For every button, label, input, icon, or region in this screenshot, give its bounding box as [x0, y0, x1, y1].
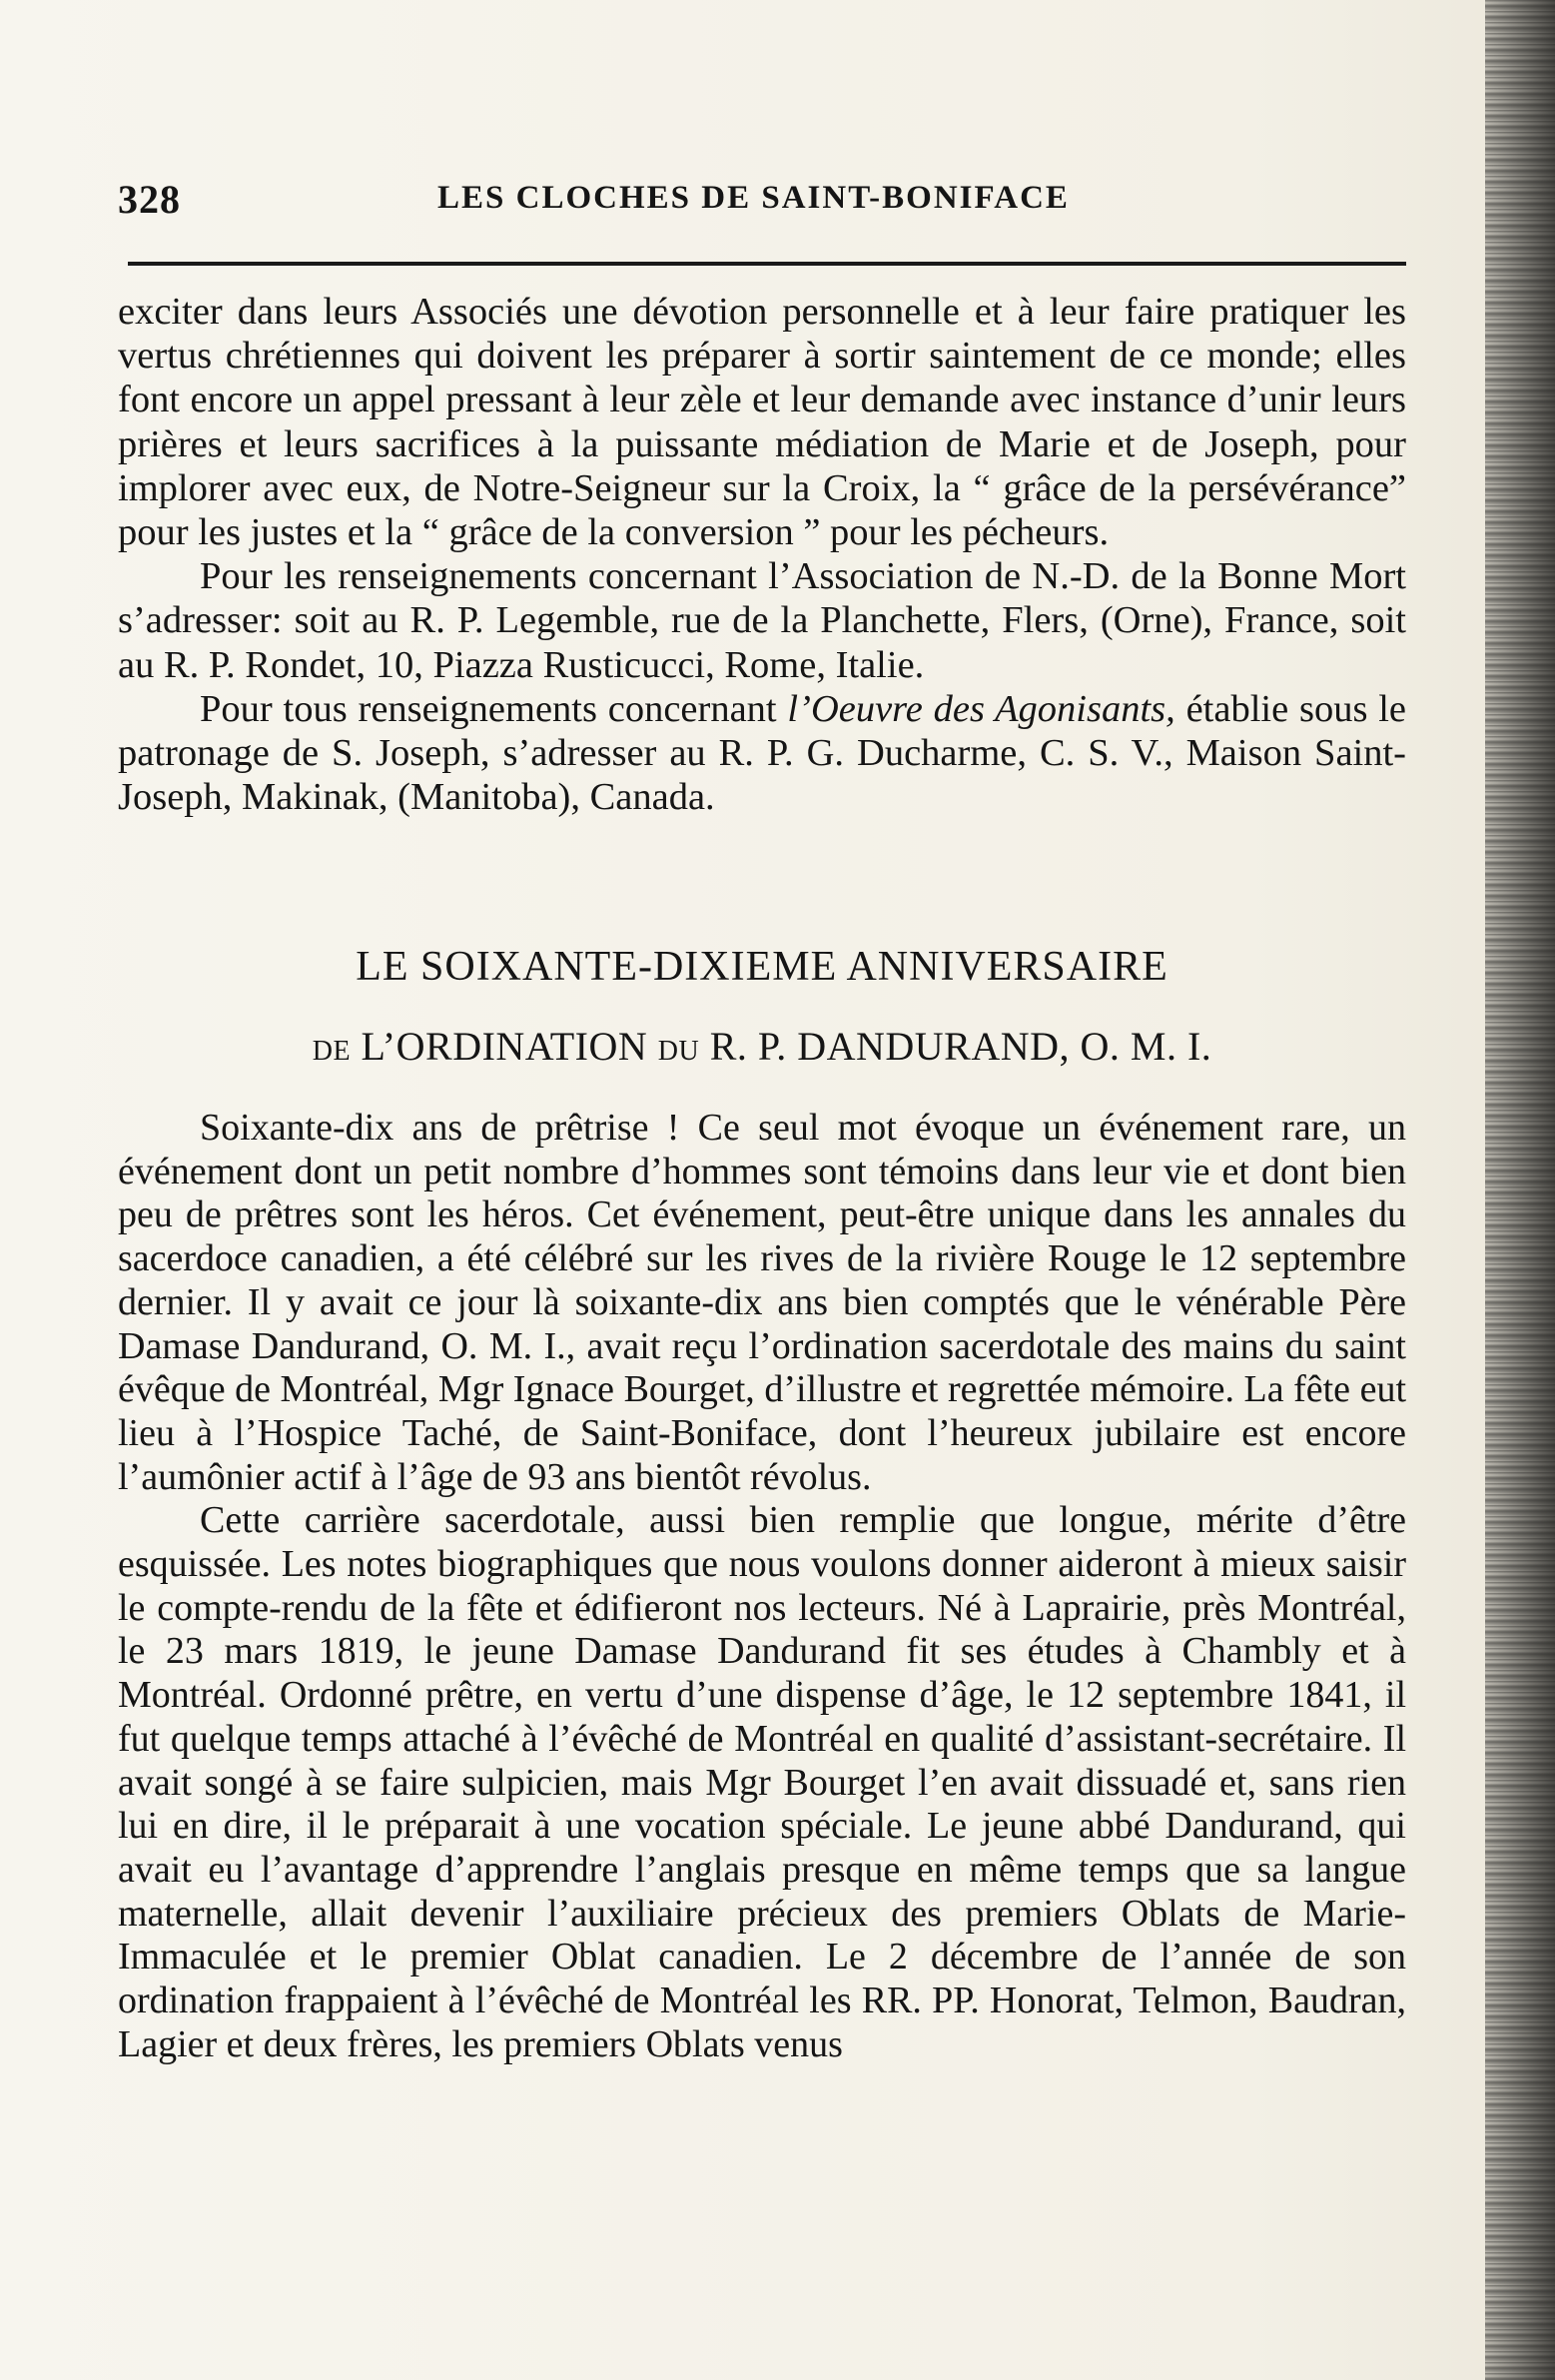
header-rule: [128, 262, 1406, 266]
paragraph-continuation: exciter dans leurs Associés une dévotion personnelle et à leur faire pratiquer les vertus chrétiennes qui doivent les préparer à sortir saintement de ce monde; elles font encore un appel pressant à leur zèle et leur demande avec instance d’unir leurs prières et leurs sacrifices à la puissante médiation de Marie et de Joseph, pour implorer avec eux, de Notre-Seigneur sur la Croix, la “ grâce de la persévérance” pour les justes et la “ grâce de la conversion ” pour les pécheurs.: [118, 291, 1406, 554]
section-title: LE SOIXANTE-DIXIEME ANNIVERSAIRE: [356, 944, 1168, 990]
subtitle-du: DU: [657, 1036, 700, 1067]
paragraph-carriere: Cette carrière sacerdotale, aussi bien remplie que longue, mérite d’être esquissée. Les notes biographiques que nous voulons donner aideront à mieux saisir le compte-rendu de la fête et édifieront nos lecteurs. Né à Laprairie, près Montréal, le 23 mars 1819, le jeune Damase Dandurand fit ses études à Chambly et à Montréal. Ordonné prêtre, en vertu d’une dispense d’âge, le 12 septembre 1841, il fut quelque temps attaché à l’évêché de Montréal en qualité d’assistant-secrétaire. Il avait songé à se faire sulpicien, mais Mgr Bourget l’en avait dissuadé et, sans rien lui en dire, il le préparait à une vocation spéciale. Le jeune abbé Dandurand, qui avait eu l’avantage d’apprendre l’anglais presque en même temps que sa langue maternelle, allait devenir l’auxiliaire précieux des premiers Oblats de Marie-Immaculée et le premier Oblat canadien. Le 2 décembre de l’année de son ordination frappaient à l’évêché de Montréal les RR. PP. Honorat, Telmon, Baudran, Lagier et deux frères, les premiers Oblats venus: [118, 1499, 1406, 2065]
subtitle-main: L’ORDINATION: [361, 1024, 648, 1069]
agonisants-text-after: établie sous le patronage de S. Joseph, s’adresser au R. P. G. Ducharme, C. S. V., Maison Saint-Joseph, Makinak, (Manitoba), Canada.: [118, 687, 1407, 819]
page-number: 328: [118, 177, 181, 222]
paragraph-soixante-dix: Soixante-dix ans de prêtrise ! Ce seul mot évoque un événement rare, un événement dont un petit nombre d’hommes sont témoins dans leur vie et dont bien peu de prêtres sont les héros. Cet événement, peut-être unique dans les annales du sacerdoce canadien, a été célébré sur les rives de la rivière Rouge le 12 septembre dernier. Il y avait ce jour là soixante-dix ans bien comptés que le vénérable Père Damase Dandurand, O. M. I., avait reçu l’ordination sacerdotale des mains du saint évêque de Montréal, Mgr Ignace Bourget, d’illustre et regrettée mémoire. La fête eut lieu à l’Hospice Taché, de Saint-Boniface, dont l’heureux jubilaire est encore l’aumônier actif à l’âge de 93 ans bientôt révolus.: [118, 1107, 1406, 1498]
top-text-block: [118, 290, 1406, 819]
page-header: [118, 176, 1396, 236]
running-title: LES CLOCHES DE SAINT-BONIFACE: [437, 180, 1070, 216]
bottom-text-block: [118, 1107, 1406, 2066]
page-edge-shadow: [1485, 0, 1555, 2380]
subtitle-rest: R. P. DANDURAND, O. M. I.: [709, 1024, 1212, 1069]
paragraph-agonisants: [118, 687, 1406, 820]
paragraph-bonne-mort: Pour les renseignements concernant l’Association de N.-D. de la Bonne Mort s’adresser: soit au R. P. Legemble, rue de la Planchette, Flers, (Orne), France, soit au R. P. Rondet, 10, Piazza Rusticucci, Rome, Italie.: [118, 555, 1406, 686]
section-subtitle: [118, 1023, 1406, 1070]
subtitle-de: DE: [312, 1036, 352, 1067]
agonisants-text-before: Pour tous renseignements concernant: [200, 687, 788, 730]
agonisants-work-title: l’Oeuvre des Agonisants,: [787, 687, 1175, 730]
